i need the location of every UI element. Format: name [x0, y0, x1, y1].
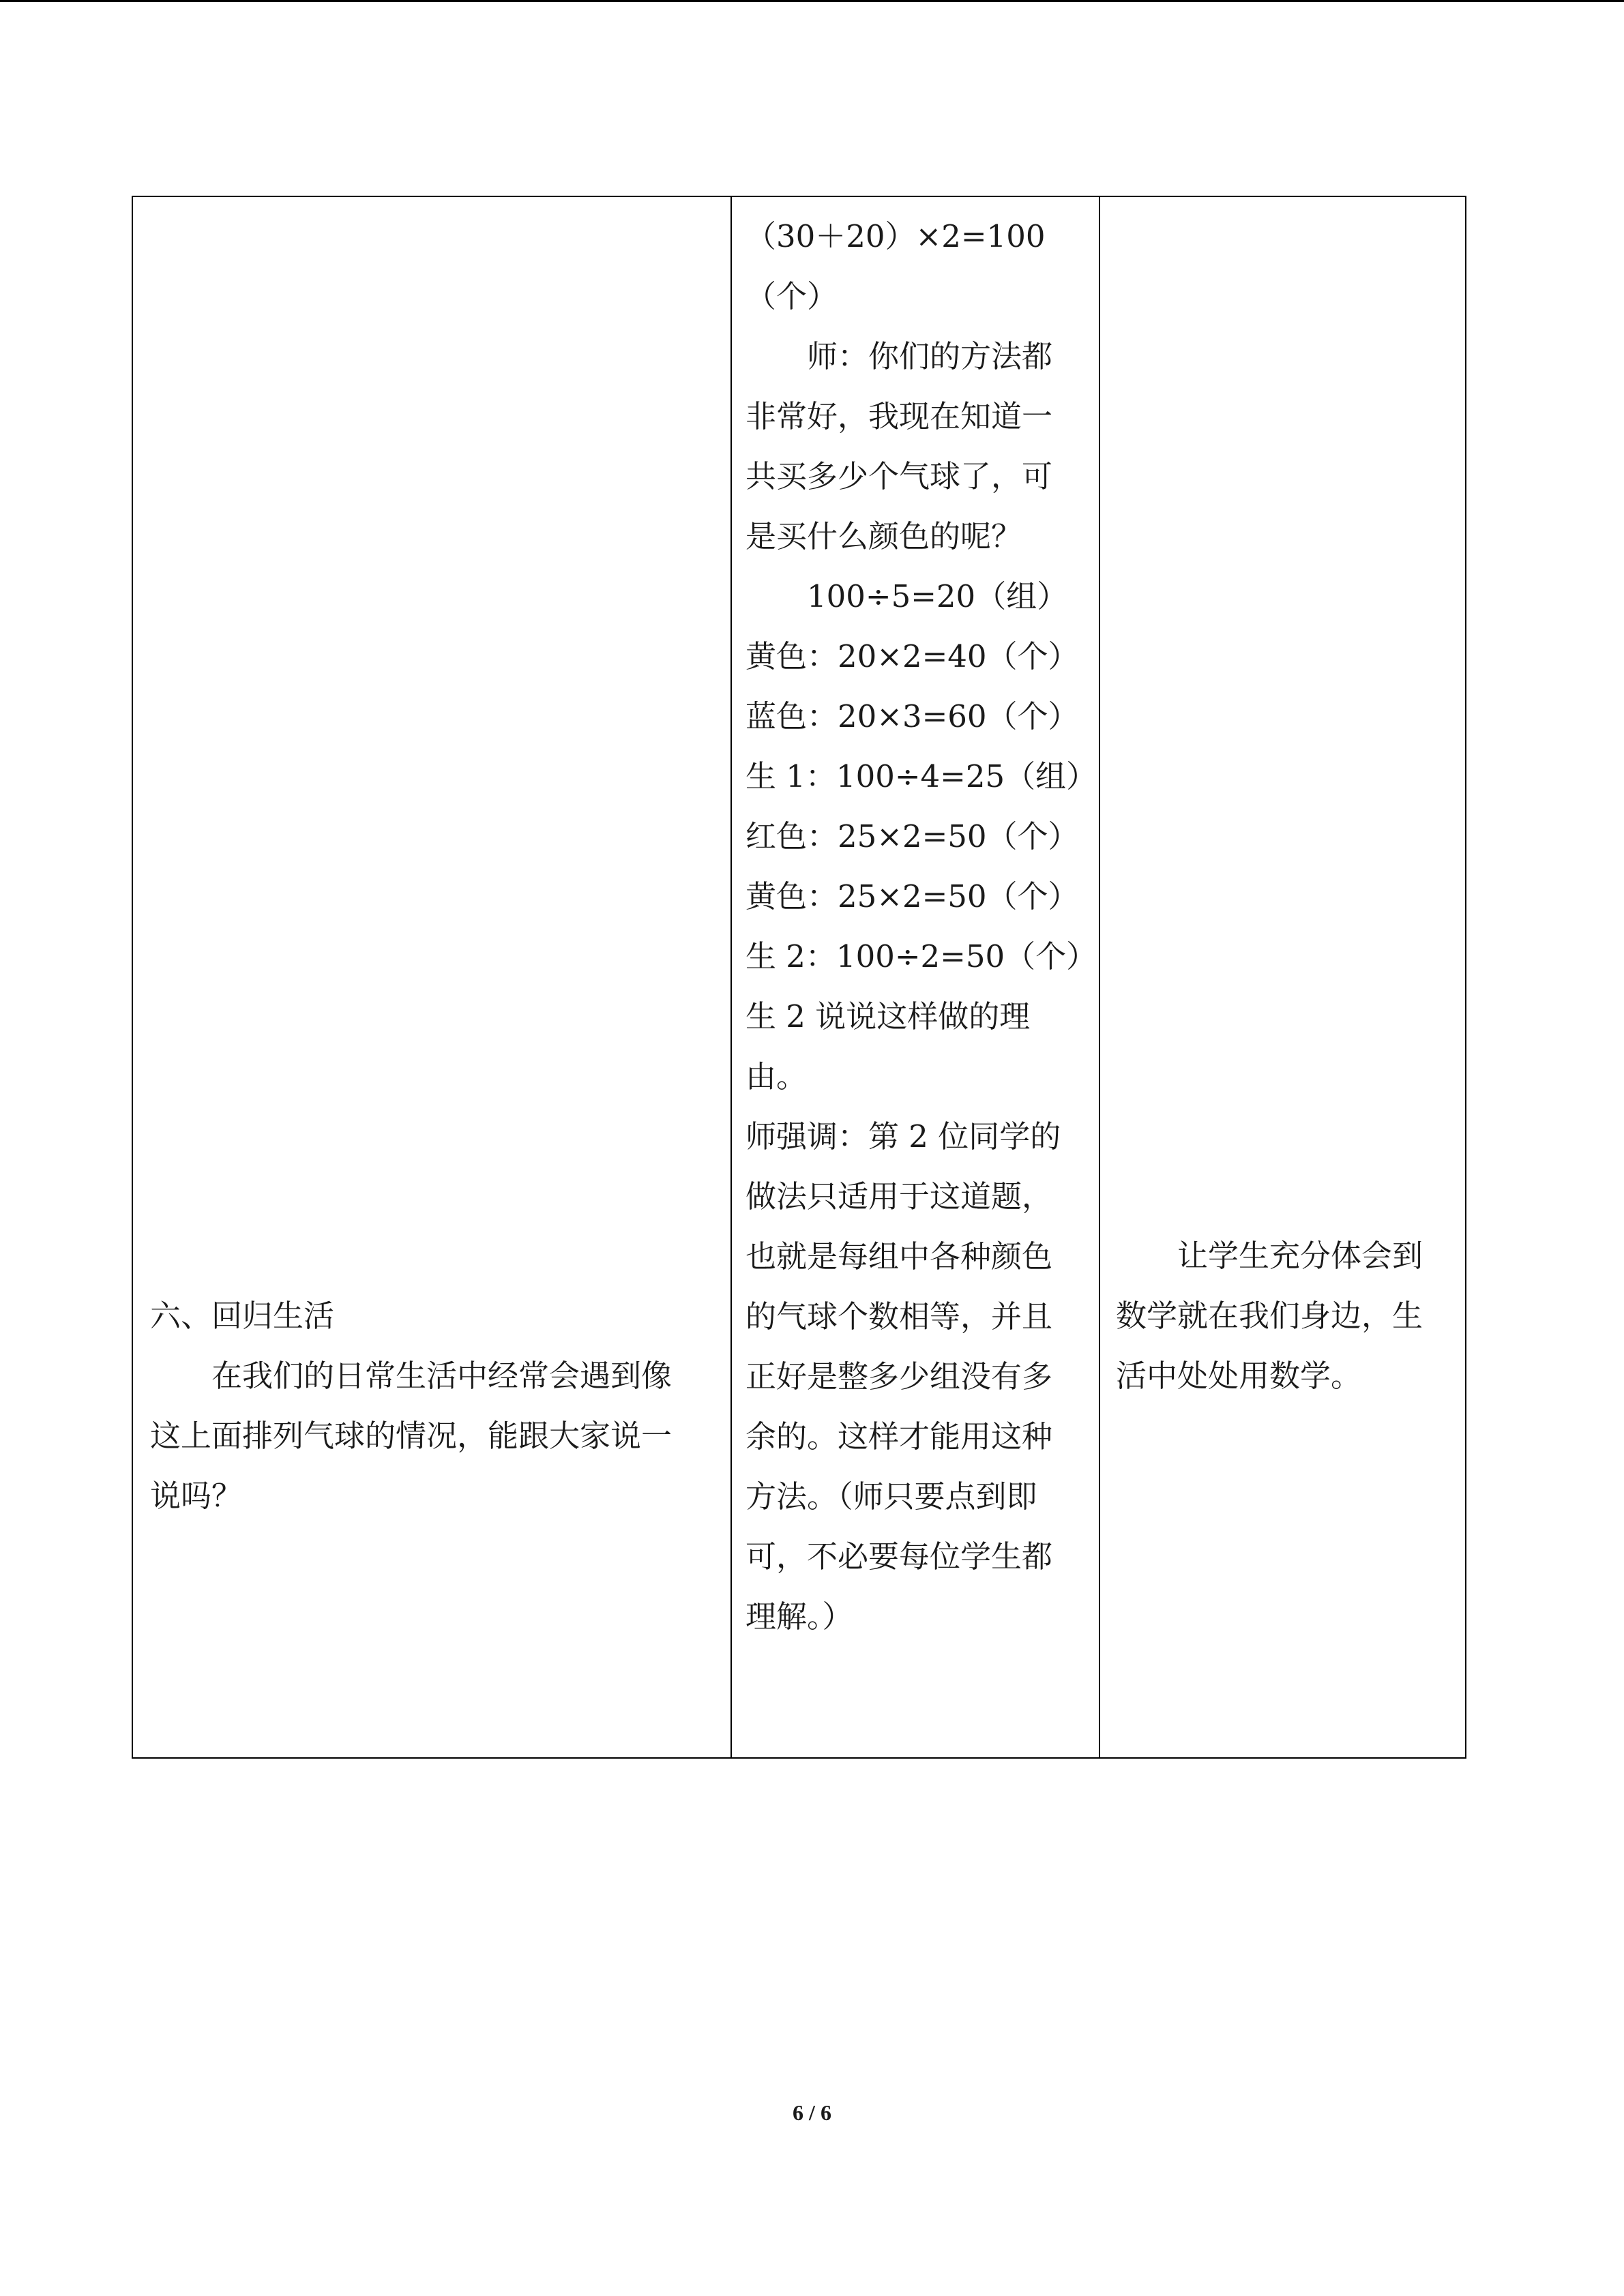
teaching-text-line: 在我们的日常生活中经常会遇到像	[211, 1358, 673, 1394]
teaching-text-line: 这上面排列气球的情况，能跟大家说一	[150, 1418, 673, 1454]
activity-line: 生 2：100÷2=50（个）	[745, 938, 1097, 974]
activity-line: 生 2 说说这样做的理	[745, 998, 1031, 1034]
activity-line: 师强调：第 2 位同学的	[745, 1118, 1061, 1154]
activity-line: 红色：25×2=50（个）	[745, 818, 1079, 854]
activity-line: 生 1：100÷4=25（组）	[745, 758, 1097, 794]
activity-line: 蓝色：20×3=60（个）	[745, 698, 1079, 734]
activity-line: 理解。）	[745, 1598, 853, 1635]
intent-line: 数学就在我们身边，生	[1116, 1298, 1423, 1334]
activity-line: 师：你们的方法都	[807, 338, 1053, 374]
activity-line: 的气球个数相等，并且	[745, 1298, 1053, 1335]
intent-line: 活中处处用数学。	[1116, 1358, 1362, 1394]
page-number: 6 / 6	[793, 2100, 831, 2125]
teaching-text-line: 说吗？	[150, 1478, 243, 1514]
activity-line: （30＋20）×2=100	[745, 218, 1046, 254]
activity-line: （个）	[745, 278, 838, 314]
student-activity-cell	[732, 197, 1099, 1757]
design-intent-cell	[1100, 197, 1466, 1757]
teaching-content-cell	[133, 197, 730, 1757]
activity-line: 是买什么颜色的呢？	[745, 518, 1022, 554]
activity-line: 由。	[745, 1058, 808, 1094]
activity-line: 黄色：25×2=50（个）	[745, 878, 1079, 914]
activity-line: 正好是整多少组没有多	[745, 1358, 1053, 1395]
activity-line: 可，不必要每位学生都	[745, 1538, 1053, 1575]
page-top-border	[0, 0, 1624, 2]
activity-line: 100÷5=20（组）	[807, 578, 1068, 614]
section-heading: 六、回归生活	[150, 1298, 335, 1334]
intent-line: 让学生充分体会到	[1177, 1238, 1423, 1274]
activity-line: 黄色：20×2=40（个）	[745, 638, 1079, 674]
activity-line: 非常好，我现在知道一	[745, 398, 1053, 434]
activity-line: 共买多少个气球了，可	[745, 458, 1053, 494]
activity-line: 也就是每组中各种颜色	[745, 1238, 1053, 1274]
activity-line: 做法只适用于这道题，	[745, 1178, 1053, 1214]
activity-line: 方法。（师只要点到即	[745, 1478, 1037, 1515]
lesson-plan-table	[132, 196, 1466, 1759]
activity-line: 余的。这样才能用这种	[745, 1418, 1053, 1455]
